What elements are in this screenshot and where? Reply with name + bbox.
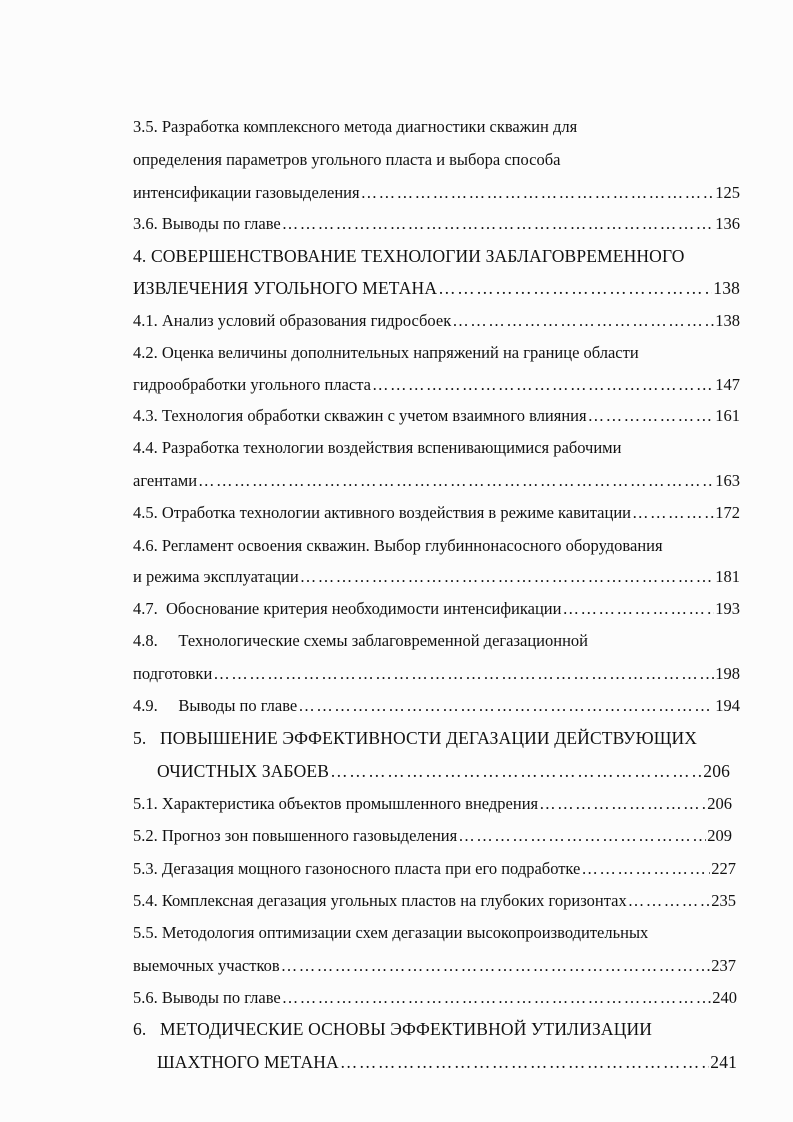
toc-entry-title: 3.6. Выводы по главе	[133, 214, 281, 233]
toc-page-number: 125	[715, 183, 740, 202]
toc-entry-4-4-line1: 4.4. Разработка технологии воздействия вспенивающимися рабочими	[133, 438, 622, 457]
toc-entry-title: 5.2. Прогноз зон повышенного газовыделения	[133, 826, 458, 845]
toc-leader-dots	[213, 664, 714, 684]
toc-leader-dots	[298, 696, 714, 716]
toc-chapter-4[interactable]	[133, 278, 740, 298]
toc-leader-dots	[361, 183, 715, 203]
toc-page-number: 235	[711, 891, 736, 910]
toc-entry-title: 4.1. Анализ условий образования гидросбоек	[133, 311, 452, 330]
toc-entry-title: ШАХТНОГО МЕТАНА	[157, 1052, 339, 1072]
toc-entry-5-5[interactable]	[133, 956, 736, 976]
toc-page-number: 136	[715, 214, 740, 233]
toc-page-number: 172	[715, 503, 740, 522]
toc-page-number: 147	[715, 375, 740, 394]
toc-entry-title: интенсификации газовыделения	[133, 183, 360, 202]
toc-entry-title: 5.4. Комплексная дегазация угольных пластов на глубоких горизонтах	[133, 891, 627, 910]
toc-leader-dots	[282, 214, 715, 234]
toc-entry-4-6-line1: 4.6. Регламент освоения скважин. Выбор глубиннонасосного оборудования	[133, 536, 663, 555]
toc-entry-4-8-line1: 4.8. Технологические схемы заблаговременной дегазационной	[133, 631, 588, 650]
toc-entry-3-5[interactable]	[133, 183, 740, 203]
toc-entry-4-2-line1: 4.2. Оценка величины дополнительных напряжений на границе области	[133, 343, 639, 362]
toc-page-number: 240	[712, 988, 737, 1007]
toc-page-number: 163	[715, 471, 740, 490]
toc-entry-5-3[interactable]	[133, 859, 736, 879]
toc-entry-title: 4.5. Отработка технологии активного воздействия в режиме кавитации	[133, 503, 631, 522]
toc-page-number: 194	[715, 696, 740, 715]
toc-leader-dots	[281, 956, 711, 976]
toc-entry-5-6[interactable]	[133, 988, 737, 1008]
toc-chapter-4-line1: 4. СОВЕРШЕНСТВОВАНИЕ ТЕХНОЛОГИИ ЗАБЛАГОВРЕМЕННОГО	[133, 246, 685, 266]
toc-leader-dots	[340, 1052, 709, 1072]
toc-entry-4-4[interactable]	[133, 471, 740, 491]
toc-page-number: 227	[711, 859, 736, 878]
toc-entry-4-3[interactable]	[133, 406, 740, 426]
toc-chapter-5-line1: 5. ПОВЫШЕНИЕ ЭФФЕКТИВНОСТИ ДЕГАЗАЦИИ ДЕЙСТВУЮЩИХ	[133, 728, 698, 748]
toc-entry-5-1[interactable]	[133, 794, 732, 814]
toc-page-number: 206	[707, 794, 732, 813]
toc-entry-title: 4.9. Выводы по главе	[133, 696, 298, 715]
toc-leader-dots	[330, 761, 702, 781]
toc-page-number: 138	[713, 278, 740, 298]
toc-entry-4-6[interactable]	[133, 567, 740, 587]
toc-leader-dots	[438, 278, 712, 298]
toc-entry-title: ОЧИСТНЫХ ЗАБОЕВ	[157, 761, 330, 781]
toc-leader-dots	[282, 988, 712, 1008]
toc-entry-3-5-line1: 3.5. Разработка комплексного метода диагностики скважин для	[133, 117, 578, 136]
toc-entry-5-4[interactable]	[133, 891, 736, 911]
toc-entry-title: 5.6. Выводы по главе	[133, 988, 281, 1007]
toc-entry-title: 4.3. Технология обработки скважин с учетом взаимного влияния	[133, 406, 587, 425]
toc-leader-dots	[372, 375, 714, 395]
toc-leader-dots	[562, 599, 714, 619]
toc-entry-3-6[interactable]	[133, 214, 740, 234]
toc-entry-title: гидрообработки угольного пласта	[133, 375, 371, 394]
toc-entry-4-2[interactable]	[133, 375, 740, 395]
toc-entry-title: агентами	[133, 471, 198, 490]
toc-entry-5-2[interactable]	[133, 826, 732, 846]
toc-entry-title: 4.7. Обоснование критерия необходимости интенсификации	[133, 599, 562, 618]
toc-entry-3-5-line2: определения параметров угольного пласта и выбора способа	[133, 150, 561, 169]
toc-leader-dots	[300, 567, 714, 587]
toc-leader-dots	[452, 311, 714, 331]
toc-entry-title: 5.3. Дегазация мощного газоносного пласта при его подработке	[133, 859, 581, 878]
toc-entry-4-9[interactable]	[133, 696, 740, 716]
toc-page-number: 138	[715, 311, 740, 330]
toc-page-number: 206	[703, 761, 730, 781]
toc-page-number: 193	[715, 599, 740, 618]
toc-chapter-6[interactable]	[157, 1052, 737, 1072]
toc-page-number: 237	[711, 956, 736, 975]
toc-leader-dots	[588, 406, 715, 426]
toc-entry-4-5[interactable]	[133, 503, 740, 523]
toc-entry-title: выемочных участков	[133, 956, 280, 975]
toc-entry-4-7[interactable]	[133, 599, 740, 619]
toc-entry-4-8[interactable]	[133, 664, 740, 684]
toc-page-number: 241	[710, 1052, 737, 1072]
toc-leader-dots	[628, 891, 711, 911]
toc-page-number: 161	[715, 406, 740, 425]
toc-leader-dots	[581, 859, 710, 879]
toc-entry-title: подготовки	[133, 664, 213, 683]
toc-leader-dots	[539, 794, 706, 814]
toc-entry-title: и режима эксплуатации	[133, 567, 299, 586]
toc-entry-4-1[interactable]	[133, 311, 740, 331]
toc-chapter-6-line1: 6. МЕТОДИЧЕСКИЕ ОСНОВЫ ЭФФЕКТИВНОЙ УТИЛИЗАЦИИ	[133, 1019, 653, 1039]
toc-page-number: 181	[715, 567, 740, 586]
toc-entry-5-5-line1: 5.5. Методология оптимизации схем дегазации высокопроизводительных	[133, 923, 649, 942]
toc-leader-dots	[632, 503, 714, 523]
toc-entry-title: 5.1. Характеристика объектов промышленного внедрения	[133, 794, 539, 813]
toc-entry-title: ИЗВЛЕЧЕНИЯ УГОЛЬНОГО МЕТАНА	[133, 278, 438, 298]
toc-page-number: 198	[715, 664, 740, 683]
toc-chapter-5[interactable]	[157, 761, 730, 781]
toc-leader-dots	[458, 826, 706, 846]
toc-leader-dots	[198, 471, 714, 491]
toc-page-number: 209	[707, 826, 732, 845]
